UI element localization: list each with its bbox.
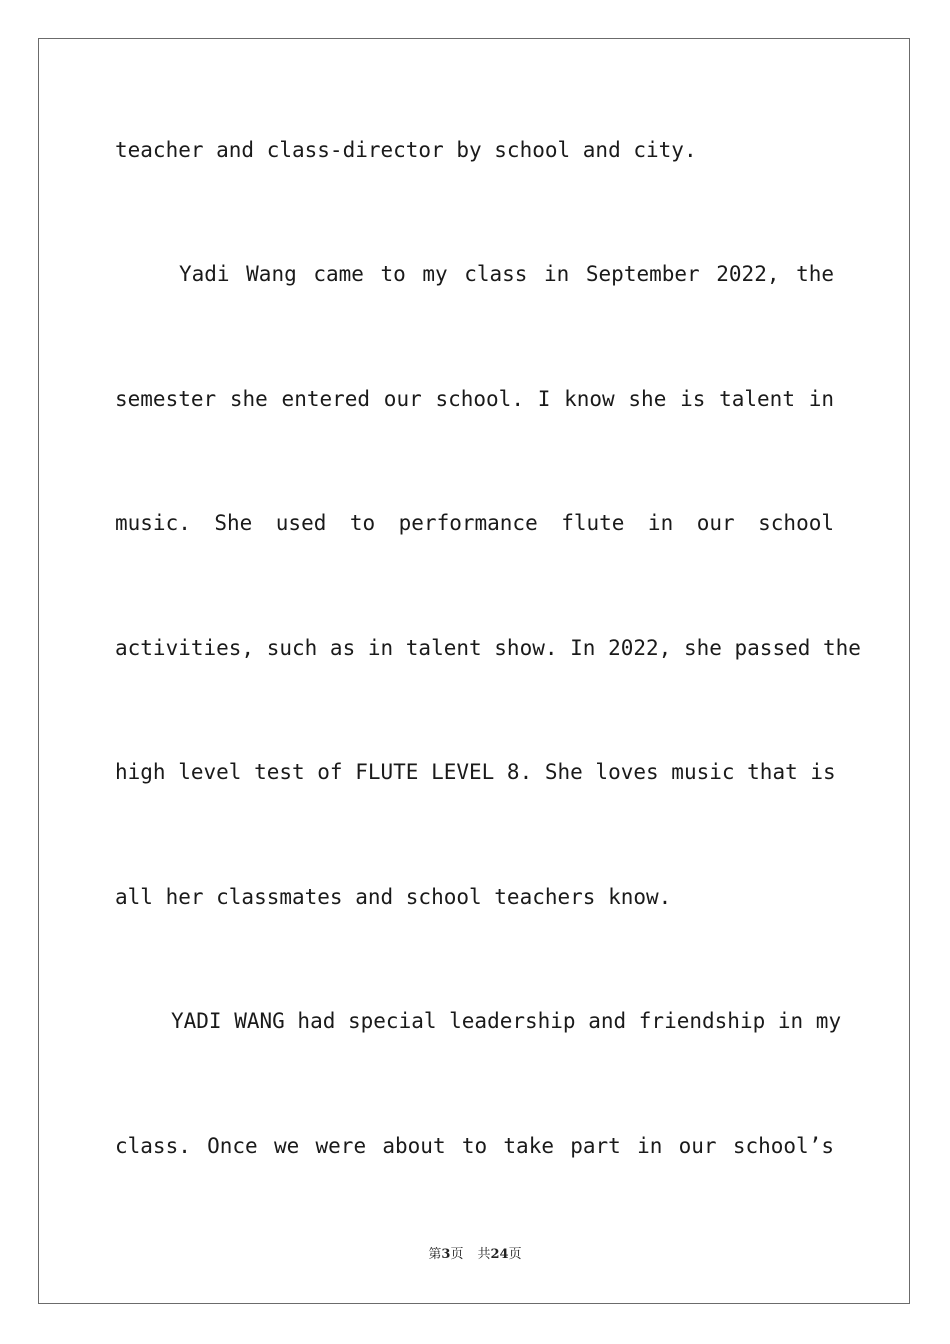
- page-border: [38, 38, 910, 1304]
- page-footer: [0, 1245, 950, 1265]
- text-line: high level test of FLUTE LEVEL 8. She loves music that is: [115, 760, 836, 784]
- text-line: semester she entered our school. I know she is talent in: [115, 387, 834, 411]
- text-line: teacher and class-director by school and city.: [115, 138, 697, 162]
- total-prefix: 共: [477, 1247, 491, 1262]
- page-suffix: 页: [450, 1247, 464, 1262]
- text-line: activities, such as in talent show. In 2022, she passed the: [115, 636, 861, 660]
- text-line: class. Once we were about to take part in our school’s: [115, 1134, 834, 1158]
- text-line: Yadi Wang came to my class in September 2022, the: [179, 262, 834, 286]
- total-suffix: 页: [508, 1247, 522, 1262]
- page-prefix: 第: [428, 1247, 442, 1262]
- text-line: YADI WANG had special leadership and friendship in my: [171, 1009, 842, 1033]
- text-line: music. She used to performance flute in our school: [115, 511, 834, 535]
- total-pages: 24: [490, 1247, 509, 1262]
- text-line: all her classmates and school teachers know.: [115, 885, 672, 909]
- page-number: 3: [441, 1247, 451, 1262]
